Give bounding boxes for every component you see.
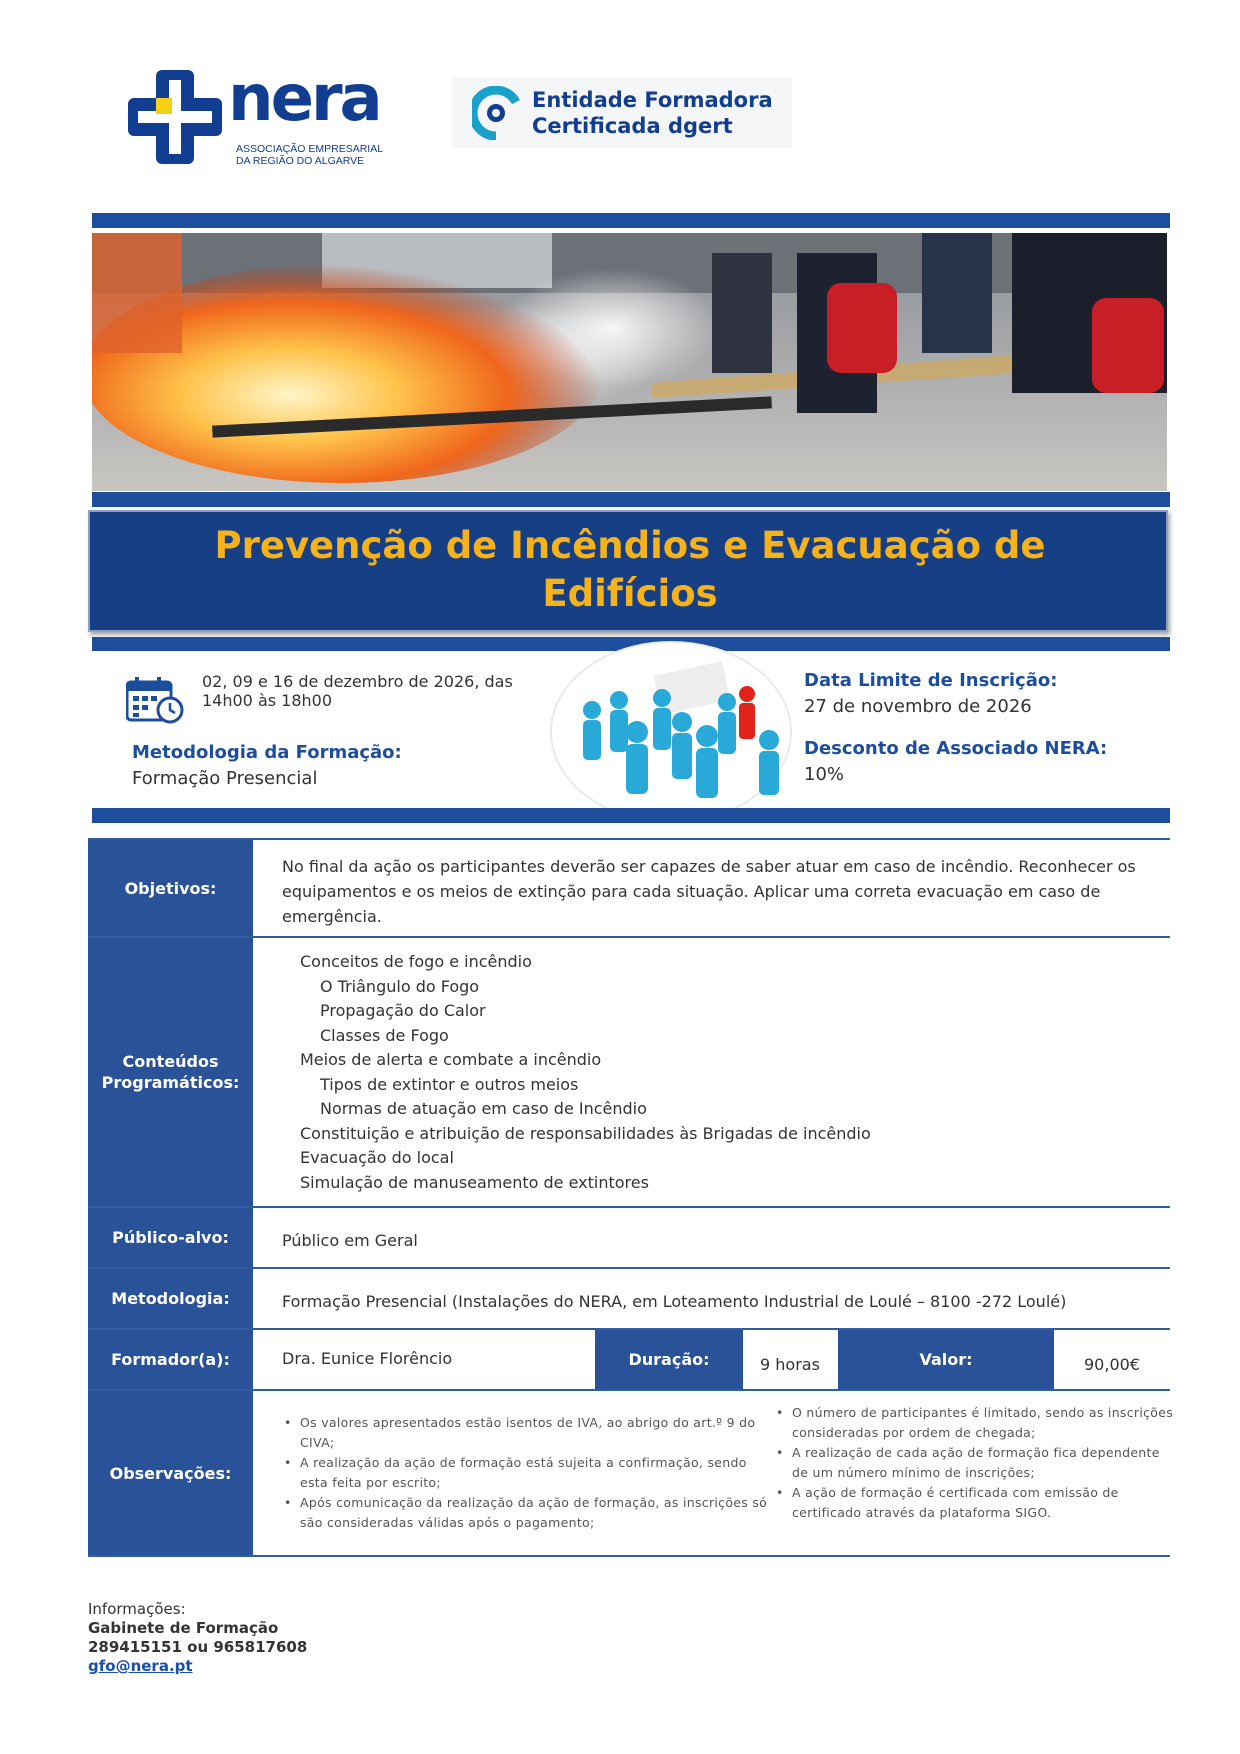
deadline-value: 27 de novembro de 2026 xyxy=(804,696,1032,717)
dgert-line-2: Certificada dgert xyxy=(532,114,733,138)
methodology-label: Metodologia da Formação: xyxy=(132,742,402,763)
conteudo-item: Evacuação do local xyxy=(300,1148,454,1167)
metodologia-value: Formação Presencial (Instalações do NERA, em Loteamento Industrial de Loulé – 8100 -272 Loulé) xyxy=(282,1292,1067,1311)
obs-item: • Após comunicação da realização da ação de formação, as inscrições só são consideradas válidas após o pagamento; xyxy=(282,1493,782,1533)
table-bottom-line xyxy=(88,1555,1170,1557)
objetivos-text: No final da ação os participantes deverão ser capazes de saber atuar em caso de incêndio. Reconhecer os equipamentos e os meios de extinção para cada situação. Aplicar uma correta evacuação em caso de emergência. xyxy=(282,857,1136,926)
discount-value: 10% xyxy=(804,764,845,785)
duracao-label: Duração: xyxy=(595,1330,743,1389)
obs-item: • A ação de formação é certificada com emissão de certificado através da plataforma SIGO. xyxy=(774,1483,1174,1523)
conteudo-item: Meios de alerta e combate a incêndio xyxy=(300,1050,602,1069)
conteudo-item: Tipos de extintor e outros meios xyxy=(320,1074,579,1094)
footer-phones: 289415151 ou 965817608 xyxy=(88,1638,308,1656)
row-metodologia xyxy=(88,1267,1170,1328)
duracao-value: 9 horas xyxy=(760,1355,820,1374)
discount-label: Desconto de Associado NERA: xyxy=(804,738,1108,759)
footer-info-label: Informações: xyxy=(88,1600,186,1618)
publico-label: Público-alvo: xyxy=(88,1208,253,1267)
valor-label: Valor: xyxy=(838,1330,1054,1389)
nera-wordmark: nera xyxy=(228,62,380,136)
info-bottom-band xyxy=(92,808,1170,823)
conteudos-label: Conteúdos Programáticos: xyxy=(88,938,253,1206)
row-conteudos xyxy=(88,936,1170,1206)
info-strip xyxy=(92,650,1170,808)
dgert-line-1: Entidade Formadora xyxy=(532,88,773,112)
metodologia-label: Metodologia: xyxy=(88,1269,253,1328)
dgert-logo xyxy=(452,78,792,148)
valor-value: 90,00€ xyxy=(1084,1355,1140,1374)
course-title-banner xyxy=(88,510,1168,632)
observacoes-list-left xyxy=(282,1413,782,1533)
nera-subtitle: ASSOCIAÇÃO EMPRESARIAL DA REGIÃO DO ALGARVE xyxy=(236,143,384,167)
obs-item: • A realização da ação de formação está sujeita a confirmação, sendo esta feita por escrito; xyxy=(282,1453,782,1493)
calendar-clock-icon xyxy=(126,676,184,724)
obs-item: • Os valores apresentados estão isentos de IVA, ao abrigo do art.º 9 do CIVA; xyxy=(282,1413,782,1453)
footer-department: Gabinete de Formação xyxy=(88,1619,279,1637)
dgert-icon xyxy=(472,86,520,140)
conteudo-item: O Triângulo do Fogo xyxy=(320,976,480,996)
hero-image xyxy=(92,233,1167,491)
formador-value: Dra. Eunice Florêncio xyxy=(282,1349,453,1368)
conteudos-list xyxy=(300,950,871,1195)
course-dates: 02, 09 e 16 de dezembro de 2026, das 14h00 às 18h00 xyxy=(202,672,513,710)
hero-bottom-band xyxy=(92,492,1170,507)
publico-value: Público em Geral xyxy=(282,1231,418,1250)
footer-email-link[interactable]: gfo@nera.pt xyxy=(88,1657,193,1675)
nera-cross-icon xyxy=(126,68,224,166)
conteudo-item: Propagação do Calor xyxy=(320,1001,486,1020)
observacoes-label: Observações: xyxy=(88,1391,253,1555)
people-group-image xyxy=(547,640,795,824)
conteudo-item: Constituição e atribuição de responsabilidades às Brigadas de incêndio xyxy=(300,1123,871,1143)
course-title: Prevenção de Incêndios e Evacuação de Edifícios xyxy=(214,524,1046,615)
conteudo-item: Classes de Fogo xyxy=(320,1025,449,1045)
top-band xyxy=(92,213,1170,228)
deadline-label: Data Limite de Inscrição: xyxy=(804,670,1058,691)
methodology-value: Formação Presencial xyxy=(132,768,318,789)
observacoes-list-right xyxy=(774,1403,1174,1523)
row-observacoes xyxy=(88,1389,1174,1555)
conteudo-item: Normas de atuação em caso de Incêndio xyxy=(320,1099,647,1118)
row-publico xyxy=(88,1206,1170,1267)
row-formador xyxy=(88,1328,1170,1389)
footer-contacts xyxy=(88,1600,307,1676)
formador-label: Formador(a): xyxy=(88,1330,253,1389)
obs-item: • A realização de cada ação de formação fica dependente de um número mínimo de inscrições; xyxy=(774,1443,1174,1483)
objetivos-label: Objetivos: xyxy=(88,840,253,936)
row-objetivos xyxy=(88,838,1170,936)
obs-item: • O número de participantes é limitado, sendo as inscrições consideradas por ordem de chegada; xyxy=(774,1403,1174,1443)
conteudo-item: Simulação de manuseamento de extintores xyxy=(300,1172,649,1192)
conteudo-item: Conceitos de fogo e incêndio xyxy=(300,952,532,971)
nera-logo xyxy=(126,62,406,172)
